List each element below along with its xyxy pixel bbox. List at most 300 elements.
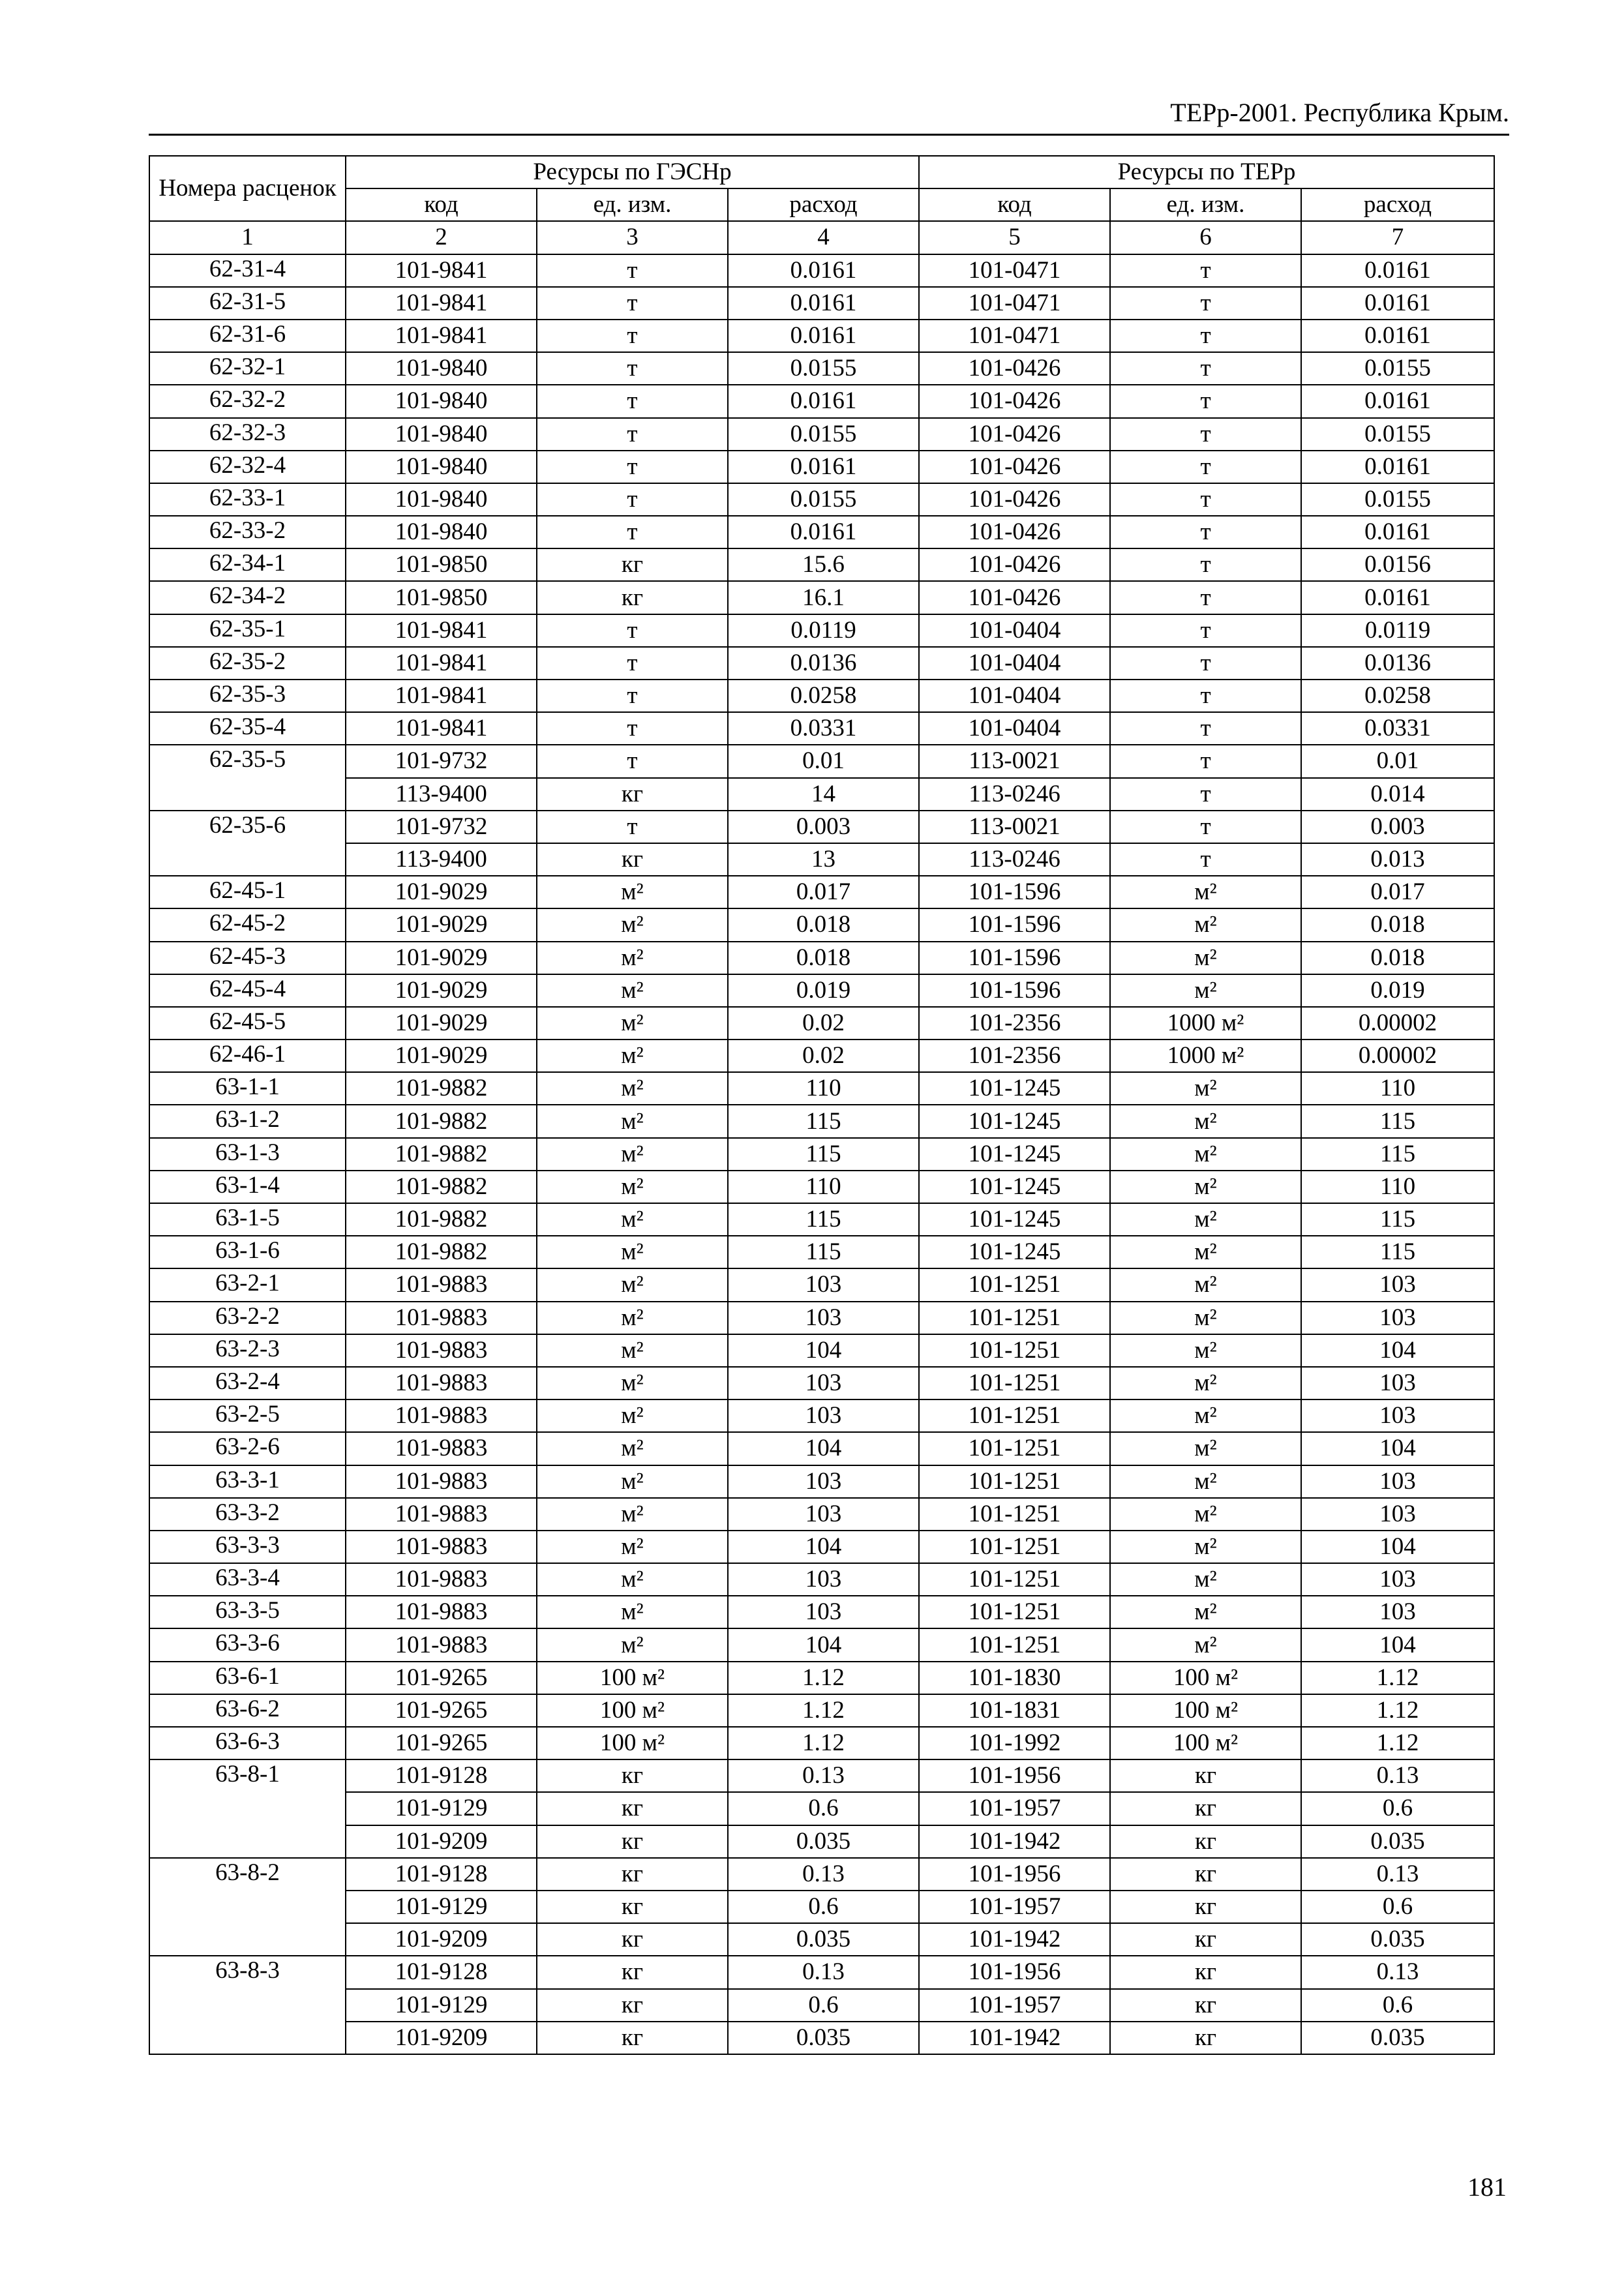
ter-consumption-cell: 0.0155 <box>1301 483 1494 516</box>
ter-consumption-cell: 103 <box>1301 1563 1494 1596</box>
ter-consumption-cell: 0.01 <box>1301 745 1494 777</box>
ter-consumption-cell: 110 <box>1301 1171 1494 1203</box>
gesn-consumption-cell: 103 <box>728 1596 919 1628</box>
column-number: 2 <box>346 221 537 254</box>
gesn-unit-cell: кг <box>537 1891 728 1923</box>
gesn-consumption-cell: 0.0258 <box>728 680 919 712</box>
rate-number-cell: 62-32-3 <box>149 418 346 451</box>
ter-unit-cell: м² <box>1110 1367 1301 1399</box>
ter-code-cell: 101-1245 <box>919 1138 1110 1171</box>
gesn-unit-cell: т <box>537 287 728 320</box>
gesn-code-cell: 101-9128 <box>346 1858 537 1891</box>
table-row <box>149 1105 1494 1137</box>
column-number: 4 <box>728 221 919 254</box>
ter-code-cell: 101-1251 <box>919 1432 1110 1465</box>
header-ter-code: код <box>919 188 1110 221</box>
ter-consumption-cell: 0.0161 <box>1301 254 1494 287</box>
rate-number-cell: 62-35-4 <box>149 712 346 745</box>
ter-code-cell: 101-1251 <box>919 1268 1110 1301</box>
gesn-consumption-cell: 15.6 <box>728 548 919 581</box>
ter-code-cell: 101-1596 <box>919 908 1110 941</box>
header-ter-resources: Ресурсы по ТЕРр <box>919 156 1494 188</box>
table-row <box>149 811 1494 843</box>
rate-number-cell: 63-6-1 <box>149 1662 346 1694</box>
gesn-consumption-cell: 110 <box>728 1171 919 1203</box>
gesn-unit-cell: т <box>537 614 728 647</box>
ter-consumption-cell: 0.13 <box>1301 1759 1494 1792</box>
gesn-unit-cell: т <box>537 418 728 451</box>
gesn-consumption-cell: 103 <box>728 1367 919 1399</box>
column-number: 6 <box>1110 221 1301 254</box>
ter-consumption-cell: 0.014 <box>1301 778 1494 811</box>
rate-number-cell: 63-1-1 <box>149 1072 346 1105</box>
rate-number-cell: 63-8-1 <box>149 1759 346 1858</box>
ter-code-cell: 101-0426 <box>919 418 1110 451</box>
gesn-code-cell: 101-9883 <box>346 1563 537 1596</box>
gesn-code-cell: 101-9841 <box>346 254 537 287</box>
ter-unit-cell: кг <box>1110 1989 1301 2022</box>
gesn-code-cell: 101-9129 <box>346 1891 537 1923</box>
table-row <box>149 352 1494 385</box>
ter-unit-cell: м² <box>1110 1105 1301 1137</box>
ter-code-cell: 101-1251 <box>919 1531 1110 1563</box>
ter-unit-cell: кг <box>1110 2022 1301 2054</box>
gesn-unit-cell: м² <box>537 1072 728 1105</box>
gesn-unit-cell: т <box>537 254 728 287</box>
page-number: 181 <box>1467 2172 1507 2202</box>
gesn-code-cell: 101-9732 <box>346 745 537 777</box>
ter-consumption-cell: 1.12 <box>1301 1727 1494 1759</box>
gesn-code-cell: 101-9883 <box>346 1268 537 1301</box>
table-row <box>149 1628 1494 1661</box>
gesn-unit-cell: т <box>537 483 728 516</box>
ter-code-cell: 101-1942 <box>919 2022 1110 2054</box>
ter-unit-cell: м² <box>1110 1334 1301 1367</box>
table-row <box>149 1498 1494 1531</box>
table-row <box>149 942 1494 974</box>
gesn-code-cell: 101-9128 <box>346 1759 537 1792</box>
ter-code-cell: 101-0471 <box>919 254 1110 287</box>
gesn-unit-cell: м² <box>537 1171 728 1203</box>
gesn-consumption-cell: 1.12 <box>728 1727 919 1759</box>
ter-unit-cell: м² <box>1110 1072 1301 1105</box>
ter-consumption-cell: 0.0161 <box>1301 320 1494 352</box>
table-row <box>149 1531 1494 1563</box>
gesn-consumption-cell: 0.019 <box>728 974 919 1007</box>
gesn-unit-cell: т <box>537 352 728 385</box>
rate-number-cell: 63-3-3 <box>149 1531 346 1563</box>
ter-consumption-cell: 103 <box>1301 1399 1494 1432</box>
ter-unit-cell: т <box>1110 843 1301 876</box>
table-row <box>149 1203 1494 1236</box>
gesn-consumption-cell: 14 <box>728 778 919 811</box>
ter-unit-cell: т <box>1110 548 1301 581</box>
gesn-consumption-cell: 104 <box>728 1628 919 1661</box>
ter-code-cell: 101-2356 <box>919 1007 1110 1040</box>
ter-consumption-cell: 1.12 <box>1301 1694 1494 1727</box>
ter-unit-cell: кг <box>1110 1923 1301 1956</box>
gesn-code-cell: 113-9400 <box>346 843 537 876</box>
gesn-unit-cell: т <box>537 680 728 712</box>
ter-consumption-cell: 104 <box>1301 1628 1494 1661</box>
gesn-code-cell: 101-9265 <box>346 1727 537 1759</box>
gesn-consumption-cell: 1.12 <box>728 1694 919 1727</box>
gesn-unit-cell: кг <box>537 1858 728 1891</box>
ter-unit-cell: м² <box>1110 942 1301 974</box>
ter-unit-cell: 100 м² <box>1110 1694 1301 1727</box>
ter-consumption-cell: 0.0155 <box>1301 352 1494 385</box>
ter-code-cell: 101-0471 <box>919 320 1110 352</box>
table-row <box>149 1432 1494 1465</box>
gesn-unit-cell: м² <box>537 1007 728 1040</box>
ter-code-cell: 101-0426 <box>919 451 1110 483</box>
rate-number-cell: 63-8-3 <box>149 1956 346 2054</box>
ter-consumption-cell: 115 <box>1301 1105 1494 1137</box>
rate-number-cell: 62-45-5 <box>149 1007 346 1040</box>
ter-code-cell: 113-0246 <box>919 843 1110 876</box>
ter-unit-cell: т <box>1110 745 1301 777</box>
rate-number-cell: 62-32-4 <box>149 451 346 483</box>
table-body <box>149 254 1494 2054</box>
rate-number-cell: 63-2-5 <box>149 1399 346 1432</box>
ter-consumption-cell: 103 <box>1301 1302 1494 1334</box>
gesn-code-cell: 101-9882 <box>346 1105 537 1137</box>
gesn-code-cell: 101-9029 <box>346 942 537 974</box>
table-row <box>149 1138 1494 1171</box>
column-number: 7 <box>1301 221 1494 254</box>
table-row <box>149 548 1494 581</box>
ter-unit-cell: м² <box>1110 1432 1301 1465</box>
gesn-consumption-cell: 0.017 <box>728 876 919 908</box>
gesn-unit-cell: кг <box>537 581 728 614</box>
ter-code-cell: 101-1956 <box>919 1956 1110 1988</box>
gesn-consumption-cell: 0.6 <box>728 1792 919 1825</box>
ter-unit-cell: кг <box>1110 1858 1301 1891</box>
ter-unit-cell: кг <box>1110 1759 1301 1792</box>
ter-code-cell: 101-1251 <box>919 1302 1110 1334</box>
ter-unit-cell: м² <box>1110 1531 1301 1563</box>
ter-unit-cell: т <box>1110 581 1301 614</box>
ter-consumption-cell: 103 <box>1301 1465 1494 1498</box>
ter-unit-cell: м² <box>1110 1203 1301 1236</box>
gesn-unit-cell: м² <box>537 1302 728 1334</box>
table-row <box>149 745 1494 777</box>
ter-consumption-cell: 0.019 <box>1301 974 1494 1007</box>
gesn-unit-cell: м² <box>537 1334 728 1367</box>
gesn-consumption-cell: 103 <box>728 1563 919 1596</box>
ter-code-cell: 101-2356 <box>919 1040 1110 1072</box>
table-row <box>149 680 1494 712</box>
gesn-unit-cell: 100 м² <box>537 1662 728 1694</box>
gesn-consumption-cell: 0.13 <box>728 1956 919 1988</box>
gesn-code-cell: 101-9840 <box>346 418 537 451</box>
rate-number-cell: 62-35-3 <box>149 680 346 712</box>
gesn-code-cell: 101-9882 <box>346 1072 537 1105</box>
table-row <box>149 1858 1494 1891</box>
gesn-code-cell: 101-9883 <box>346 1399 537 1432</box>
gesn-unit-cell: кг <box>537 1792 728 1825</box>
ter-unit-cell: м² <box>1110 908 1301 941</box>
ter-code-cell: 113-0246 <box>919 778 1110 811</box>
ter-unit-cell: м² <box>1110 876 1301 908</box>
gesn-unit-cell: м² <box>537 1432 728 1465</box>
ter-consumption-cell: 0.018 <box>1301 908 1494 941</box>
gesn-consumption-cell: 0.035 <box>728 1923 919 1956</box>
gesn-consumption-cell: 0.13 <box>728 1759 919 1792</box>
rate-number-cell: 62-35-6 <box>149 811 346 876</box>
table-row <box>149 1302 1494 1334</box>
table-row <box>149 876 1494 908</box>
ter-code-cell: 101-0404 <box>919 680 1110 712</box>
ter-unit-cell: м² <box>1110 1236 1301 1268</box>
ter-consumption-cell: 0.035 <box>1301 2022 1494 2054</box>
header-gesn-consumption: расход <box>728 188 919 221</box>
ter-consumption-cell: 104 <box>1301 1432 1494 1465</box>
gesn-code-cell: 101-9029 <box>346 908 537 941</box>
table-row <box>149 1956 1494 1988</box>
rate-number-cell: 62-46-1 <box>149 1040 346 1072</box>
gesn-unit-cell: т <box>537 320 728 352</box>
ter-unit-cell: т <box>1110 778 1301 811</box>
gesn-unit-cell: кг <box>537 1759 728 1792</box>
ter-code-cell: 101-1957 <box>919 1989 1110 2022</box>
gesn-unit-cell: м² <box>537 942 728 974</box>
gesn-code-cell: 101-9129 <box>346 1989 537 2022</box>
ter-code-cell: 101-1251 <box>919 1563 1110 1596</box>
gesn-consumption-cell: 0.0331 <box>728 712 919 745</box>
gesn-code-cell: 101-9883 <box>346 1367 537 1399</box>
ter-consumption-cell: 0.6 <box>1301 1891 1494 1923</box>
ter-consumption-cell: 103 <box>1301 1596 1494 1628</box>
gesn-code-cell: 101-9129 <box>346 1792 537 1825</box>
gesn-consumption-cell: 103 <box>728 1302 919 1334</box>
gesn-code-cell: 101-9732 <box>346 811 537 843</box>
ter-consumption-cell: 0.0161 <box>1301 287 1494 320</box>
gesn-consumption-cell: 0.018 <box>728 908 919 941</box>
gesn-code-cell: 101-9883 <box>346 1628 537 1661</box>
ter-code-cell: 101-0426 <box>919 483 1110 516</box>
header-gesn-resources: Ресурсы по ГЭСНр <box>346 156 919 188</box>
gesn-consumption-cell: 110 <box>728 1072 919 1105</box>
gesn-code-cell: 113-9400 <box>346 778 537 811</box>
gesn-consumption-cell: 115 <box>728 1105 919 1137</box>
gesn-unit-cell: кг <box>537 1923 728 1956</box>
table-row <box>149 647 1494 680</box>
column-number: 1 <box>149 221 346 254</box>
gesn-unit-cell: кг <box>537 2022 728 2054</box>
table-row <box>149 1825 1494 1858</box>
gesn-code-cell: 101-9841 <box>346 287 537 320</box>
header-ter-consumption: расход <box>1301 188 1494 221</box>
gesn-consumption-cell: 104 <box>728 1531 919 1563</box>
ter-unit-cell: т <box>1110 712 1301 745</box>
column-number: 5 <box>919 221 1110 254</box>
ter-unit-cell: м² <box>1110 1465 1301 1498</box>
table-row <box>149 1465 1494 1498</box>
gesn-consumption-cell: 0.0155 <box>728 352 919 385</box>
table-row <box>149 908 1494 941</box>
ter-code-cell: 113-0021 <box>919 745 1110 777</box>
gesn-code-cell: 101-9840 <box>346 451 537 483</box>
ter-unit-cell: м² <box>1110 1399 1301 1432</box>
ter-code-cell: 101-1251 <box>919 1596 1110 1628</box>
rate-number-cell: 62-31-4 <box>149 254 346 287</box>
gesn-code-cell: 101-9850 <box>346 548 537 581</box>
gesn-unit-cell: м² <box>537 1138 728 1171</box>
table-row <box>149 1923 1494 1956</box>
ter-consumption-cell: 103 <box>1301 1367 1494 1399</box>
gesn-consumption-cell: 0.0155 <box>728 483 919 516</box>
gesn-unit-cell: м² <box>537 1465 728 1498</box>
rate-number-cell: 62-35-1 <box>149 614 346 647</box>
table-row <box>149 1662 1494 1694</box>
ter-consumption-cell: 103 <box>1301 1268 1494 1301</box>
ter-code-cell: 101-1831 <box>919 1694 1110 1727</box>
gesn-consumption-cell: 103 <box>728 1498 919 1531</box>
gesn-unit-cell: кг <box>537 1825 728 1858</box>
ter-unit-cell: т <box>1110 614 1301 647</box>
rate-number-cell: 62-35-2 <box>149 647 346 680</box>
rate-number-cell: 62-45-1 <box>149 876 346 908</box>
gesn-code-cell: 101-9029 <box>346 876 537 908</box>
ter-code-cell: 101-0404 <box>919 712 1110 745</box>
table-row <box>149 1040 1494 1072</box>
gesn-consumption-cell: 1.12 <box>728 1662 919 1694</box>
gesn-unit-cell: т <box>537 385 728 417</box>
gesn-consumption-cell: 0.035 <box>728 1825 919 1858</box>
table-row <box>149 581 1494 614</box>
table-row <box>149 1759 1494 1792</box>
gesn-consumption-cell: 16.1 <box>728 581 919 614</box>
gesn-consumption-cell: 115 <box>728 1236 919 1268</box>
gesn-code-cell: 101-9265 <box>346 1694 537 1727</box>
ter-consumption-cell: 0.0331 <box>1301 712 1494 745</box>
ter-code-cell: 101-1596 <box>919 942 1110 974</box>
gesn-unit-cell: т <box>537 647 728 680</box>
rate-number-cell: 63-2-1 <box>149 1268 346 1301</box>
ter-unit-cell: м² <box>1110 1268 1301 1301</box>
ter-code-cell: 101-1251 <box>919 1399 1110 1432</box>
gesn-consumption-cell: 0.0161 <box>728 385 919 417</box>
ter-unit-cell: т <box>1110 680 1301 712</box>
ter-unit-cell: 100 м² <box>1110 1662 1301 1694</box>
ter-unit-cell: т <box>1110 320 1301 352</box>
gesn-code-cell: 101-9029 <box>346 974 537 1007</box>
rate-number-cell: 63-2-3 <box>149 1334 346 1367</box>
ter-consumption-cell: 104 <box>1301 1334 1494 1367</box>
gesn-code-cell: 101-9882 <box>346 1171 537 1203</box>
column-numbers-row <box>149 221 1494 254</box>
rate-number-cell: 63-1-3 <box>149 1138 346 1171</box>
gesn-unit-cell: т <box>537 516 728 548</box>
gesn-consumption-cell: 13 <box>728 843 919 876</box>
table-row <box>149 1891 1494 1923</box>
ter-code-cell: 101-0426 <box>919 581 1110 614</box>
gesn-consumption-cell: 0.13 <box>728 1858 919 1891</box>
ter-consumption-cell: 0.0258 <box>1301 680 1494 712</box>
rate-number-cell: 62-33-2 <box>149 516 346 548</box>
ter-code-cell: 101-1245 <box>919 1171 1110 1203</box>
gesn-code-cell: 101-9883 <box>346 1531 537 1563</box>
table-row <box>149 483 1494 516</box>
gesn-consumption-cell: 0.0136 <box>728 647 919 680</box>
gesn-unit-cell: м² <box>537 1563 728 1596</box>
rate-number-cell: 62-34-2 <box>149 581 346 614</box>
gesn-consumption-cell: 0.02 <box>728 1040 919 1072</box>
ter-code-cell: 101-0426 <box>919 385 1110 417</box>
gesn-code-cell: 101-9029 <box>346 1007 537 1040</box>
gesn-code-cell: 101-9883 <box>346 1498 537 1531</box>
rate-number-cell: 63-1-5 <box>149 1203 346 1236</box>
table-row <box>149 1171 1494 1203</box>
table-row <box>149 418 1494 451</box>
table-row <box>149 1399 1494 1432</box>
gesn-code-cell: 101-9841 <box>346 320 537 352</box>
ter-code-cell: 101-1956 <box>919 1759 1110 1792</box>
gesn-code-cell: 101-9840 <box>346 483 537 516</box>
gesn-unit-cell: м² <box>537 1628 728 1661</box>
gesn-unit-cell: т <box>537 451 728 483</box>
table-row <box>149 451 1494 483</box>
ter-consumption-cell: 0.013 <box>1301 843 1494 876</box>
ter-unit-cell: кг <box>1110 1792 1301 1825</box>
table-row <box>149 843 1494 876</box>
ter-code-cell: 101-0404 <box>919 614 1110 647</box>
ter-code-cell: 101-1992 <box>919 1727 1110 1759</box>
ter-code-cell: 101-1251 <box>919 1367 1110 1399</box>
ter-code-cell: 101-1942 <box>919 1825 1110 1858</box>
table-row <box>149 254 1494 287</box>
ter-code-cell: 101-1251 <box>919 1628 1110 1661</box>
gesn-consumption-cell: 103 <box>728 1399 919 1432</box>
rate-number-cell: 63-3-4 <box>149 1563 346 1596</box>
table-row <box>149 1694 1494 1727</box>
gesn-code-cell: 101-9883 <box>346 1302 537 1334</box>
ter-unit-cell: т <box>1110 254 1301 287</box>
gesn-code-cell: 101-9209 <box>346 1825 537 1858</box>
ter-code-cell: 101-0471 <box>919 287 1110 320</box>
rate-number-cell: 62-31-5 <box>149 287 346 320</box>
gesn-code-cell: 101-9883 <box>346 1334 537 1367</box>
ter-consumption-cell: 0.00002 <box>1301 1007 1494 1040</box>
ter-unit-cell: т <box>1110 385 1301 417</box>
ter-code-cell: 101-1245 <box>919 1203 1110 1236</box>
rate-number-cell: 63-1-2 <box>149 1105 346 1137</box>
ter-unit-cell: м² <box>1110 974 1301 1007</box>
ter-unit-cell: 1000 м² <box>1110 1007 1301 1040</box>
ter-consumption-cell: 0.035 <box>1301 1923 1494 1956</box>
ter-consumption-cell: 104 <box>1301 1531 1494 1563</box>
rate-number-cell: 62-45-3 <box>149 942 346 974</box>
gesn-unit-cell: м² <box>537 1399 728 1432</box>
table-row <box>149 1596 1494 1628</box>
gesn-unit-cell: кг <box>537 778 728 811</box>
table-row <box>149 614 1494 647</box>
header-gesn-unit: ед. изм. <box>537 188 728 221</box>
rate-number-cell: 63-8-2 <box>149 1858 346 1956</box>
gesn-consumption-cell: 0.0119 <box>728 614 919 647</box>
gesn-code-cell: 101-9128 <box>346 1956 537 1988</box>
table-row <box>149 1989 1494 2022</box>
gesn-code-cell: 101-9029 <box>346 1040 537 1072</box>
ter-code-cell: 101-1957 <box>919 1792 1110 1825</box>
ter-consumption-cell: 103 <box>1301 1498 1494 1531</box>
ter-code-cell: 101-1830 <box>919 1662 1110 1694</box>
gesn-consumption-cell: 0.6 <box>728 1891 919 1923</box>
ter-consumption-cell: 0.0161 <box>1301 451 1494 483</box>
header-ter-unit: ед. изм. <box>1110 188 1301 221</box>
gesn-consumption-cell: 103 <box>728 1465 919 1498</box>
